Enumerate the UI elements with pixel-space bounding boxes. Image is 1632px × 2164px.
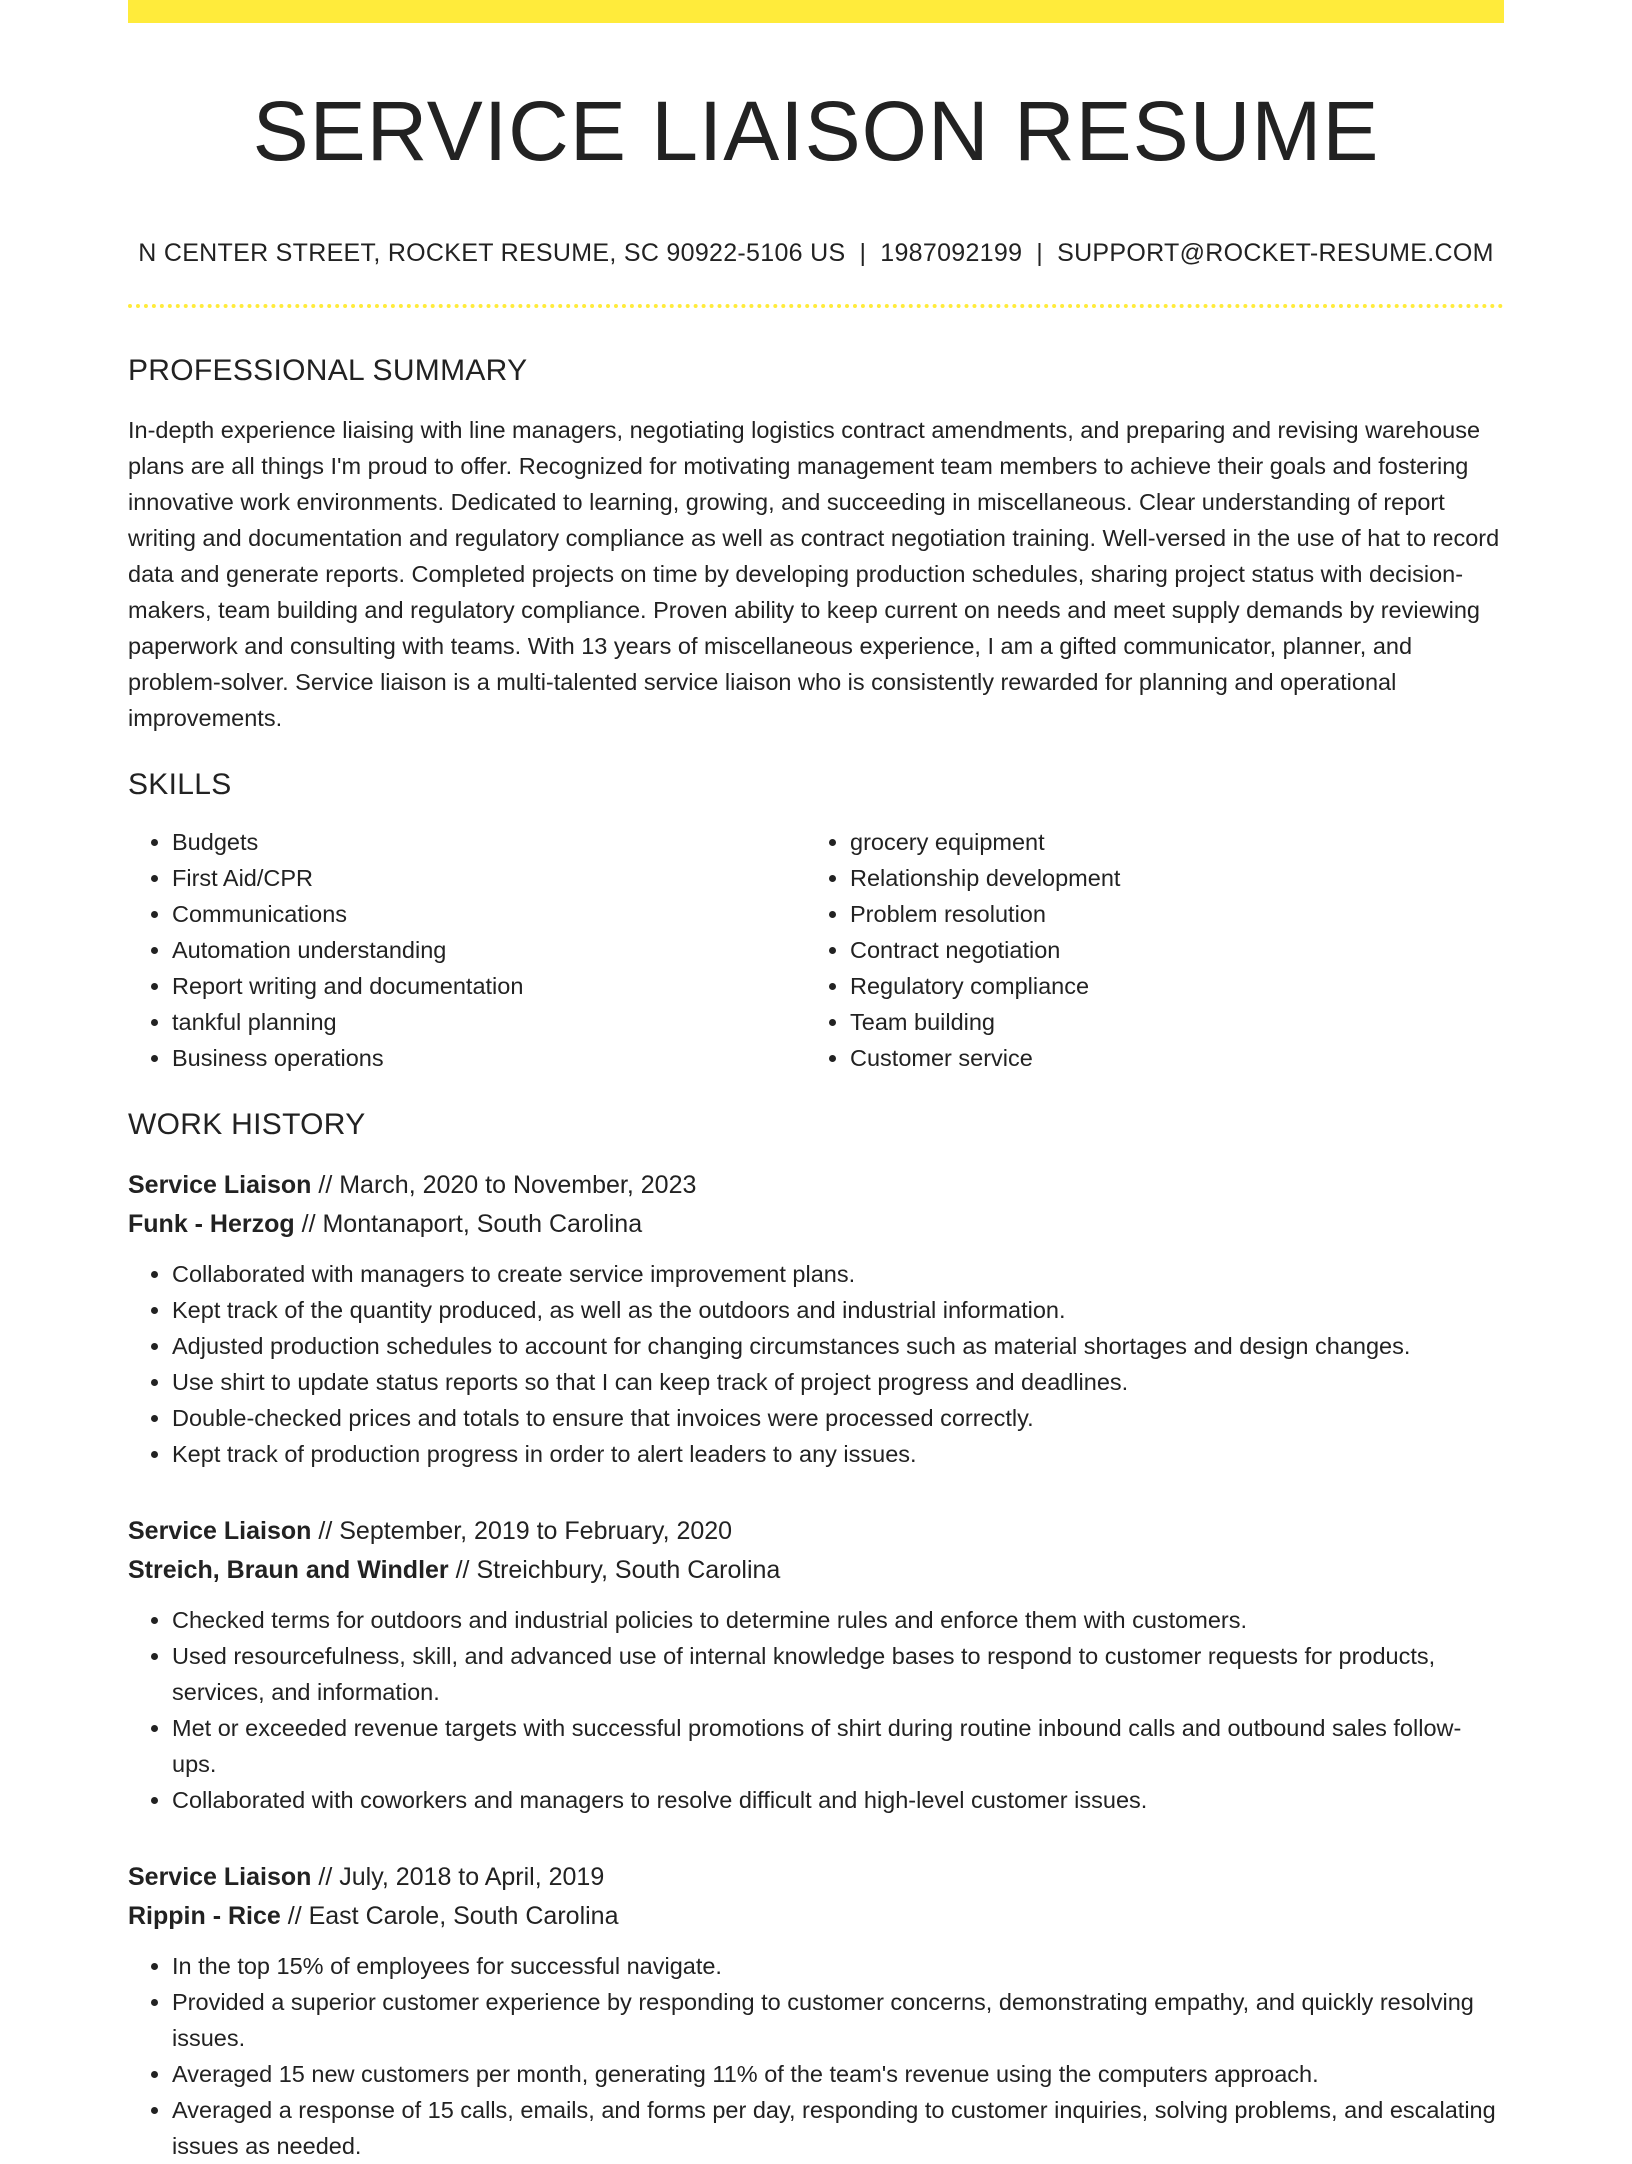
skill-item: • Budgets [172, 824, 806, 860]
job-dates: July, 2018 to April, 2019 [339, 1863, 605, 1892]
job-bullet: • Collaborated with coworkers and managers to resolve difficult and high-level customer issues. [172, 1782, 1504, 1818]
job-bullet-list [128, 1948, 1504, 2164]
contact-separator: | [859, 239, 867, 268]
skills-list-left [128, 824, 806, 1076]
skill-item: • grocery equipment [850, 824, 1484, 860]
divider: // [311, 1517, 340, 1546]
skill-item: • Communications [172, 896, 806, 932]
address-text: N CENTER STREET, ROCKET RESUME, SC 90922-5106 US [138, 239, 846, 268]
contact-separator: | [1036, 239, 1044, 268]
job-title-line [128, 1166, 1504, 1205]
job-bullet: • Use shirt to update status reports so that I can keep track of project progress and deadlines. [172, 1364, 1504, 1400]
skill-item: • Team building [850, 1004, 1484, 1040]
skill-item: • Automation understanding [172, 932, 806, 968]
job-bullet: • Provided a superior customer experience by responding to customer concerns, demonstrating empathy, and quickly resolving issues. [172, 1984, 1504, 2056]
job-bullet: • In the top 15% of employees for successful navigate. [172, 1948, 1504, 1984]
divider: // [294, 1210, 323, 1239]
skill-item: • First Aid/CPR [172, 860, 806, 896]
divider: // [280, 1902, 309, 1931]
skill-item: • tankful planning [172, 1004, 806, 1040]
job-title-line [128, 1858, 1504, 1897]
job-bullet: • Averaged 15 new customers per month, generating 11% of the team's revenue using the computers approach. [172, 2056, 1504, 2092]
job-company-line [128, 1551, 1504, 1590]
skill-item: • Regulatory compliance [850, 968, 1484, 1004]
skill-item: • Relationship development [850, 860, 1484, 896]
job-bullet: • Checked terms for outdoors and industrial policies to determine rules and enforce them with customers. [172, 1602, 1504, 1638]
resume-page [128, 0, 1504, 2164]
job-entry [128, 1858, 1504, 2164]
contact-line [128, 239, 1504, 268]
job-bullet: • Met or exceeded revenue targets with successful promotions of shirt during routine inbound calls and outbound sales follow-ups. [172, 1710, 1504, 1782]
job-bullet: • Collaborated with managers to create service improvement plans. [172, 1256, 1504, 1292]
job-bullet: • Double-checked prices and totals to ensure that invoices were processed correctly. [172, 1400, 1504, 1436]
job-company: Rippin - Rice [128, 1902, 281, 1931]
job-company-line [128, 1897, 1504, 1936]
job-location: Montanaport, South Carolina [322, 1210, 643, 1239]
job-location: East Carole, South Carolina [308, 1902, 619, 1931]
job-entry [128, 1512, 1504, 1818]
job-title: Service Liaison [128, 1517, 312, 1546]
skill-item: • Customer service [850, 1040, 1484, 1076]
divider: // [311, 1863, 340, 1892]
email-text: SUPPORT@ROCKET-RESUME.COM [1057, 239, 1494, 268]
job-bullet: • Used resourcefulness, skill, and advanced use of internal knowledge bases to respond to customer requests for products, services, and information. [172, 1638, 1504, 1710]
work-history-heading: WORK HISTORY [128, 1108, 366, 1142]
divider: // [311, 1171, 340, 1200]
job-bullet: • Kept track of the quantity produced, as well as the outdoors and industrial information. [172, 1292, 1504, 1328]
skills-heading: SKILLS [128, 768, 232, 802]
job-entry [128, 1166, 1504, 1472]
job-dates: March, 2020 to November, 2023 [339, 1171, 697, 1200]
job-company-line [128, 1205, 1504, 1244]
skill-item: • Business operations [172, 1040, 806, 1076]
skill-item: • Contract negotiation [850, 932, 1484, 968]
job-company: Streich, Braun and Windler [128, 1556, 449, 1585]
skill-item: • Problem resolution [850, 896, 1484, 932]
resume-title: SERVICE LIAISON RESUME [252, 84, 1380, 178]
job-bullet-list [128, 1602, 1504, 1818]
job-bullet: • Adjusted production schedules to account for changing circumstances such as material shortages and design changes. [172, 1328, 1504, 1364]
summary-heading: PROFESSIONAL SUMMARY [128, 354, 528, 388]
job-bullet: • Kept track of production progress in order to alert leaders to any issues. [172, 1436, 1504, 1472]
accent-top-bar [128, 0, 1504, 23]
job-title: Service Liaison [128, 1863, 312, 1892]
skills-list-right [806, 824, 1484, 1076]
job-title: Service Liaison [128, 1171, 312, 1200]
summary-text: In-depth experience liaising with line managers, negotiating logistics contract amendments, and preparing and revising warehouse plans are all things I'm proud to offer. Recognized for motivating management team members to achieve their goals and fostering innovative work environments. Dedicated to learning, growing, and succeeding in miscellaneous. Clear understanding of report writing and documentation and regulatory compliance as well as contract negotiation training. Well-versed in the use of hat to record data and generate reports. Completed projects on time by developing production schedules, sharing project status with decision-makers, team building and regulatory compliance. Proven ability to keep current on needs and meet supply demands by reviewing paperwork and consulting with teams. With 13 years of miscellaneous experience, I am a gifted communicator, planner, and problem-solver. Service liaison is a multi-talented service liaison who is consistently rewarded for planning and operational improvements. [128, 417, 1500, 732]
job-bullet: • Averaged a response of 15 calls, emails, and forms per day, responding to customer inquiries, solving problems, and escalating issues as needed. [172, 2092, 1504, 2164]
job-dates: September, 2019 to February, 2020 [339, 1517, 733, 1546]
skill-item: • Report writing and documentation [172, 968, 806, 1004]
skills-grid [128, 824, 1504, 1076]
phone-text: 1987092199 [880, 239, 1023, 268]
job-title-line [128, 1512, 1504, 1551]
job-location: Streichbury, South Carolina [476, 1556, 781, 1585]
job-company: Funk - Herzog [128, 1210, 295, 1239]
header-divider [128, 304, 1504, 308]
job-bullet-list [128, 1256, 1504, 1472]
divider: // [448, 1556, 477, 1585]
